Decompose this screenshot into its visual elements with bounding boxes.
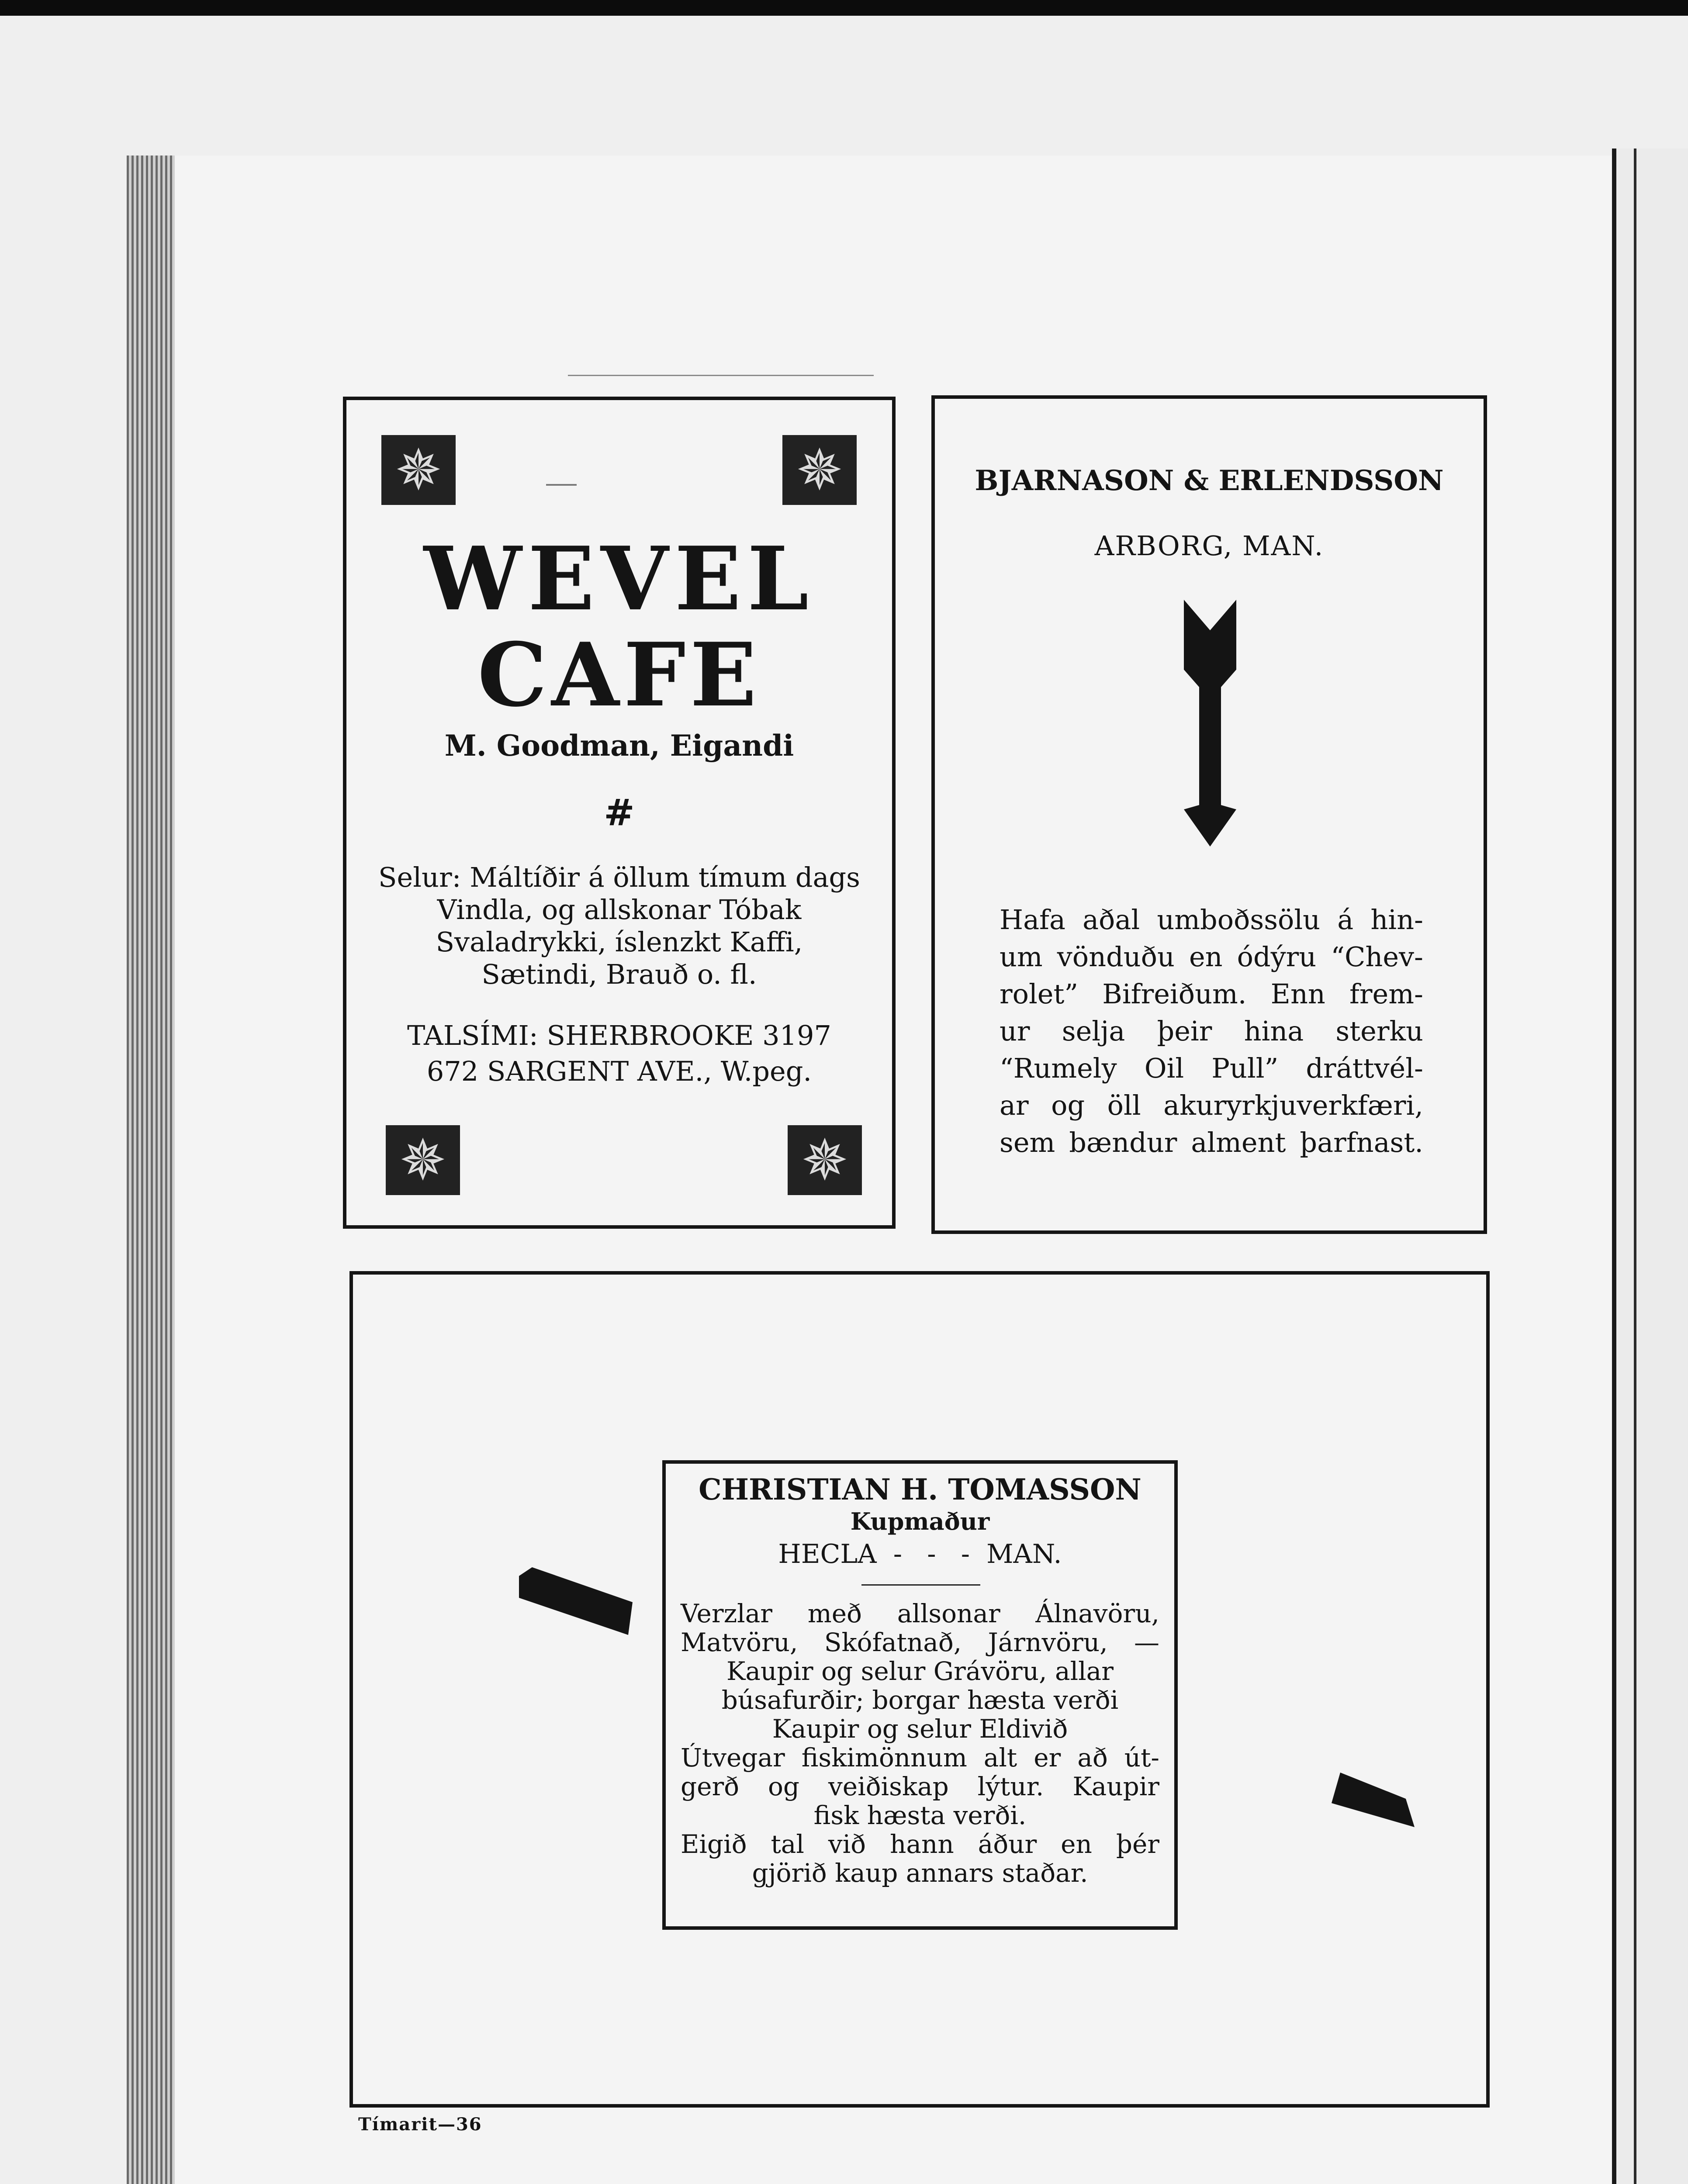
description-line: Útvegar fiskimönnum alt er að út- (681, 1743, 1159, 1773)
company-location: ARBORG, MAN. (1094, 530, 1324, 562)
cafe-name: WEVEL (423, 528, 815, 630)
company-name: BJARNASON & ERLENDSSON (975, 464, 1444, 497)
tomasson-ad (662, 1460, 1178, 1930)
description-line: Kaupir og selur Eldivið (772, 1714, 1068, 1744)
description-line: fisk hæsta verði. (813, 1800, 1027, 1830)
merchant-title: Kupmaður (850, 1507, 990, 1535)
page-edge (1612, 149, 1616, 2184)
description-line: Verzlar með allsonar Álnavöru, (681, 1599, 1159, 1628)
merchant-description (681, 1599, 1159, 1887)
description-line: Matvöru, Skófatnað, Járnvöru, — (681, 1628, 1159, 1657)
phone: TALSÍMI: SHERBROOKE 3197 (407, 1019, 831, 1051)
next-page-edge-line (1634, 149, 1636, 2184)
description-line: Hafa aðal umboðssölu á hin- (1000, 904, 1423, 936)
description-line: sem bændur alment þarfnast. (1000, 1127, 1423, 1158)
merchant-location: HECLA - - - MAN. (778, 1539, 1062, 1569)
services-line: Selur: Máltíðir á öllum tímum dags (378, 861, 860, 893)
star-ornament-icon: ✵ (782, 435, 857, 505)
description-line: ur selja þeir hina sterku (1000, 1015, 1423, 1047)
description-line: gjörið kaup annars staðar. (752, 1858, 1088, 1888)
next-page (1617, 149, 1688, 2184)
description-line: um vönduðu en ódýru “Chev- (1000, 941, 1423, 973)
description-line: Eigið tal við hann áður en þér (681, 1829, 1159, 1859)
description-line: gerð og veiðiskap lýtur. Kaupir (681, 1772, 1159, 1801)
owner-name: M. Goodman, Eigandi (444, 729, 794, 763)
top-rule (568, 375, 874, 376)
description-line: ar og öll akuryrkjuverkfæri, (1000, 1089, 1423, 1121)
divider-ornament-icon: # (604, 791, 635, 834)
services-line: Vindla, og allskonar Tóbak (437, 894, 802, 926)
description-line: “Rumely Oil Pull” dráttvél- (1000, 1052, 1423, 1084)
star-ornament-icon: ✵ (386, 1125, 460, 1195)
book-spine (127, 156, 175, 2184)
services-line: Svaladrykki, íslenzkt Kaffi, (436, 926, 803, 958)
cafe-name: CAFE (477, 624, 761, 726)
company-description (1000, 901, 1423, 1161)
tomasson-frame (349, 1271, 1490, 2108)
star-ornament-icon: ✵ (788, 1125, 862, 1195)
description-line: rolet” Bifreiðum. Enn frem- (1000, 978, 1423, 1010)
divider (861, 1584, 980, 1586)
bjarnason-erlendsson-ad (931, 395, 1487, 1234)
page-footer: Tímarit—36 (358, 2114, 482, 2135)
address: 672 SARGENT AVE., W.peg. (426, 1055, 812, 1087)
wevel-cafe-ad (343, 397, 896, 1229)
description-line: Kaupir og selur Grávöru, allar (726, 1656, 1114, 1686)
merchant-name: CHRISTIAN H. TOMASSON (699, 1472, 1141, 1507)
description-line: búsafurðir; borgar hæsta verði (721, 1685, 1119, 1715)
arrow-icon (1180, 600, 1241, 849)
services-line: Sætindi, Brauð o. fl. (481, 958, 757, 990)
star-ornament-icon: ✵ (381, 435, 456, 505)
